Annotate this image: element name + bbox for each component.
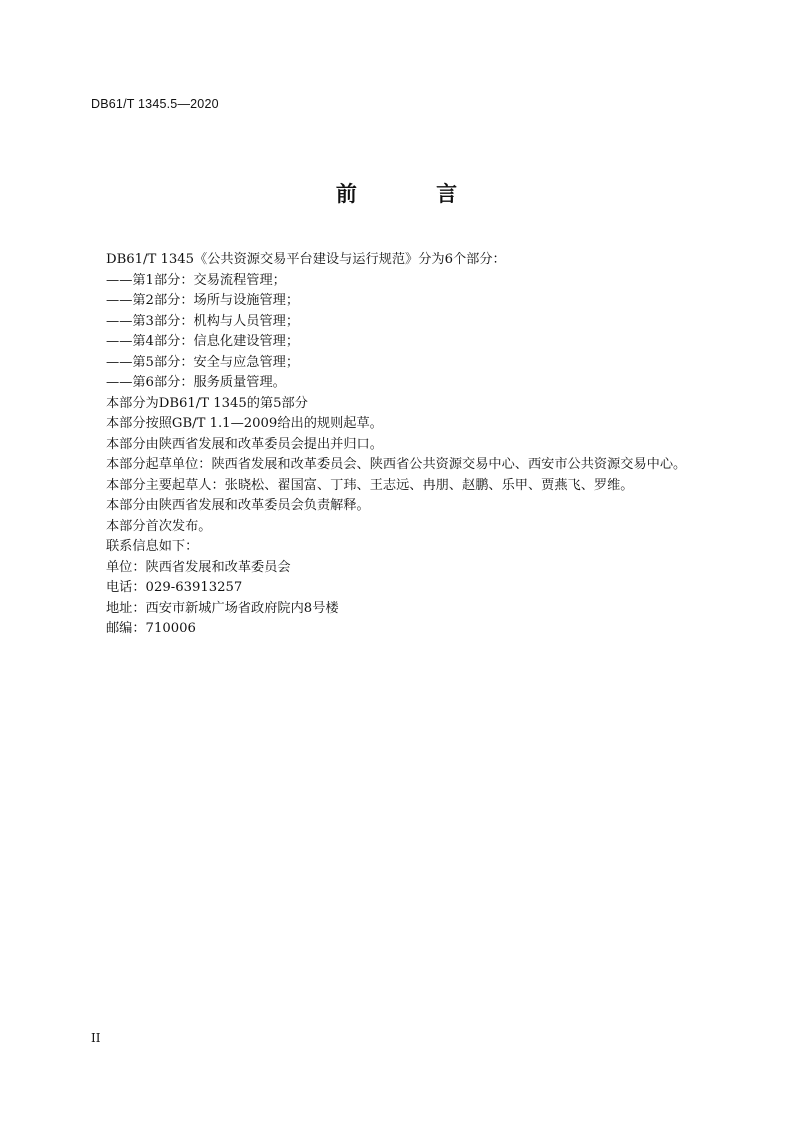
part-list-item-5: ——第5部分：安全与应急管理； [106, 354, 300, 370]
part-list-item-3: ——第3部分：机构与人员管理； [106, 313, 300, 329]
part-list-item-2: ——第2部分：场所与设施管理； [106, 293, 300, 308]
foreword-body [106, 250, 726, 640]
drafting-units-statement: 本部分起草单位：陕西省发展和改革委员会、陕西省公共资源交易中心、西安市公共资源交易中心。 [106, 457, 687, 472]
part-statement: 本部分为DB61/T 1345的第5部分 [106, 395, 308, 411]
page-header-standard-code: DB61/T 1345.5—2020 [91, 97, 219, 111]
contact-address: 地址：西安市新城广场省政府院内8号楼 [106, 600, 339, 616]
page-number: II [91, 1031, 101, 1045]
drafters-statement: 本部分主要起草人：张晓松、翟国富、丁玮、王志远、冉朋、赵鹏、乐甲、贾燕飞、罗维。 [106, 477, 634, 493]
part-list-item-6: ——第6部分：服务质量管理。 [106, 375, 286, 390]
first-release-statement: 本部分首次发布。 [106, 518, 212, 534]
part-list-item-1: ——第1部分：交易流程管理； [106, 272, 286, 288]
interpretation-statement: 本部分由陕西省发展和改革委员会负责解释。 [106, 498, 370, 513]
proposer-statement: 本部分由陕西省发展和改革委员会提出并归口。 [106, 436, 383, 452]
drafting-rules-statement: 本部分按照GB/T 1.1—2009给出的规则起草。 [106, 416, 383, 431]
page-title: 前 言 [335, 182, 494, 206]
contact-unit: 单位：陕西省发展和改革委员会 [106, 559, 291, 575]
contact-postcode: 邮编：710006 [106, 621, 196, 636]
part-list-item-4: ——第4部分：信息化建设管理； [106, 334, 300, 349]
contact-phone: 电话：029-63913257 [106, 580, 243, 595]
contact-heading: 联系信息如下： [106, 539, 199, 554]
foreword-intro-line: DB61/T 1345《公共资源交易平台建设与运行规范》分为6个部分： [106, 252, 506, 267]
